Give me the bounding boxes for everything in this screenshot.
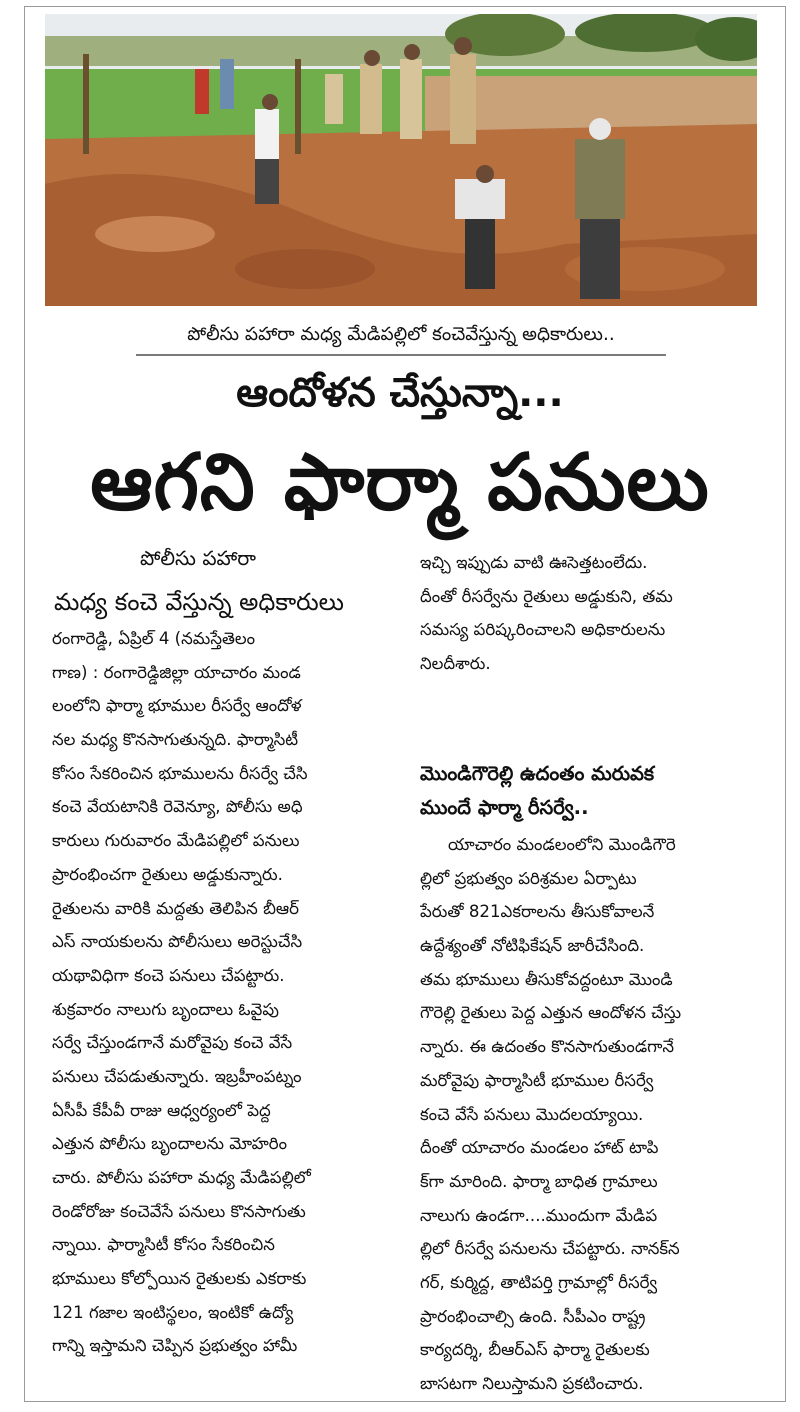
text-line: యథావిధిగా కంచె పనులు చేపట్టారు.	[52, 965, 285, 985]
text-line: మరోవైపు ఫార్మాసిటీ భూముల రీసర్వే	[420, 1070, 654, 1090]
text-line: ఎత్తున పోలీసు బృందాలను మోహరిం	[52, 1134, 288, 1154]
text-line: కార్యదర్శి, బీఆర్ఎస్ ఫార్మా రైతులకు	[420, 1340, 650, 1360]
text-line: ఇచ్చి ఇప్పుడు వాటి ఊసెత్తటంలేదు.	[420, 553, 648, 572]
text-line: బాసటగా నిలుస్తామని ప్రకటించారు.	[420, 1374, 644, 1393]
text-line: దీంతో రీసర్వేను రైతులు అడ్డుకుని, తమ	[420, 586, 673, 606]
text-line: దీంతో యాచారం మండలం హాట్ టాపి	[420, 1138, 659, 1158]
article-column-2-subhead	[420, 757, 766, 824]
text-line: భూములు కోల్పోయిన రైతులకు ఎకరాకు	[52, 1269, 307, 1289]
section-subhead-line: మొండిగౌరెల్లి ఉదంతం మరువక	[420, 762, 655, 785]
text-line: న్నాయి. ఫార్మాసిటీ కోసం సేకరించిన	[52, 1235, 275, 1255]
text-line: లంలోని ఫార్మా భూముల రీసర్వే ఆందోళ	[52, 696, 302, 716]
text-line: గౌరెల్లి రైతులు పెద్ద ఎత్తున ఆందోళన చేస్తు	[420, 1003, 682, 1023]
text-line: చారు. పోలీసు పహారా మధ్య మేడిపల్లిలో	[52, 1168, 311, 1187]
article-column-1	[52, 622, 390, 1363]
subheadline-line-2: మధ్య కంచె వేస్తున్న అధికారులు	[54, 588, 344, 616]
text-line: ఎస్ నాయకులను పోలీసులు అరెస్టుచేసి	[52, 932, 303, 952]
text-line: నాలుగు ఉండగా....ముందుగా మేడిప	[420, 1205, 658, 1225]
text-line: కోసం సేకరించిన భూములను రీసర్వే చేసి	[52, 763, 308, 783]
text-line: ప్రారంభించగా రైతులు అడ్డుకున్నారు.	[52, 864, 283, 884]
text-line: న్నారు. ఈ ఉదంతం కొనసాగుతుండగానే	[420, 1037, 675, 1057]
text-line: రైతులను వారికి మద్దతు తెలిపిన బీఆర్	[52, 898, 299, 918]
text-line: శుక్రవారం నాలుగు బృందాలు ఓవైపు	[52, 999, 279, 1019]
text-line: సర్వే చేస్తుండగానే మరోవైపు కంచె వేసే	[52, 1033, 293, 1053]
subheadline-line-1: పోలీసు పహారా	[140, 546, 256, 570]
text-line: యాచారం మండలంలోని మొండిగౌరె	[448, 835, 676, 854]
text-line: పనులు చేపడుతున్నారు. ఇబ్రహీంపట్నం	[52, 1066, 302, 1086]
text-line: గర్, కుర్మిద్ద, తాటిపర్తి గ్రామాల్లో రీసర్వే	[420, 1272, 658, 1292]
kicker-headline: ఆందోళన చేస్తున్నా...	[236, 370, 564, 416]
text-line: ఏసీపీ కేపీవీ రాజు ఆధ్వర్యంలో పెద్ద	[52, 1100, 271, 1120]
text-line: నల మధ్య కొనసాగుతున్నది. ఫార్మాసిటీ	[52, 730, 299, 750]
text-line: కారులు గురువారం మేడిపల్లిలో పనులు	[52, 831, 300, 851]
text-line: క్‌గా మారింది. ఫార్మా బాధిత గ్రామాలు	[420, 1171, 658, 1191]
text-line: రెండోరోజు కంచెవేసే పనులు కొనసాగుతు	[52, 1201, 306, 1221]
text-line: ల్లిలో ప్రభుత్వం పరిశ్రమల ఏర్పాటు	[420, 868, 637, 888]
text-line: కంచె వేసే పనులు మొదలయ్యాయి.	[420, 1104, 644, 1124]
text-line: కంచె వేయటానికి రెవెన్యూ, పోలీసు అధి	[52, 797, 303, 817]
text-line: నిలదీశారు.	[420, 654, 491, 674]
article-column-2-top	[420, 546, 766, 681]
text-line: రంగారెడ్డి, ఏప్రిల్ 4 (నమస్తేతెలం	[52, 629, 256, 648]
text-line: ప్రారంభించాల్సి ఉంది. సీపీఎం రాష్ట్ర	[420, 1306, 646, 1326]
field-photo-illustration	[45, 14, 757, 306]
photo-caption: పోలీసు పహారా మధ్య మేడిపల్లిలో కంచెవేస్తున్న అధికారులు..	[136, 318, 666, 356]
text-line: 121 గజాల ఇంటిస్థలం, ఇంటికో ఉద్యో	[52, 1302, 294, 1322]
text-line: తమ భూములు తీసుకోవద్దంటూ మొండి	[420, 969, 673, 989]
text-line: గాన్ని ఇస్తామని చెప్పిన ప్రభుత్వం హామీ	[52, 1336, 298, 1356]
text-line: ఉద్దేశ్యంతో నోటిఫికేషన్ జారీచేసింది.	[420, 936, 645, 956]
section-subhead-line: ముందే ఫార్మా రీసర్వే..	[420, 795, 589, 819]
text-line: ల్లిలో రీసర్వే పనులను చేపట్టారు. నానక్‌న	[420, 1239, 680, 1259]
text-line: పేరుతో 821ఎకరాలను తీసుకోవాలనే	[420, 902, 655, 922]
text-line: సమస్య పరిష్కరించాలని అధికారులను	[420, 620, 666, 640]
main-headline: ఆగని ఫార్మా పనులు	[90, 438, 710, 528]
news-photo	[45, 14, 757, 306]
text-line: గాణ) : రంగారెడ్డిజిల్లా యాచారం మండ	[52, 662, 301, 682]
article-column-2-body	[420, 828, 766, 1401]
